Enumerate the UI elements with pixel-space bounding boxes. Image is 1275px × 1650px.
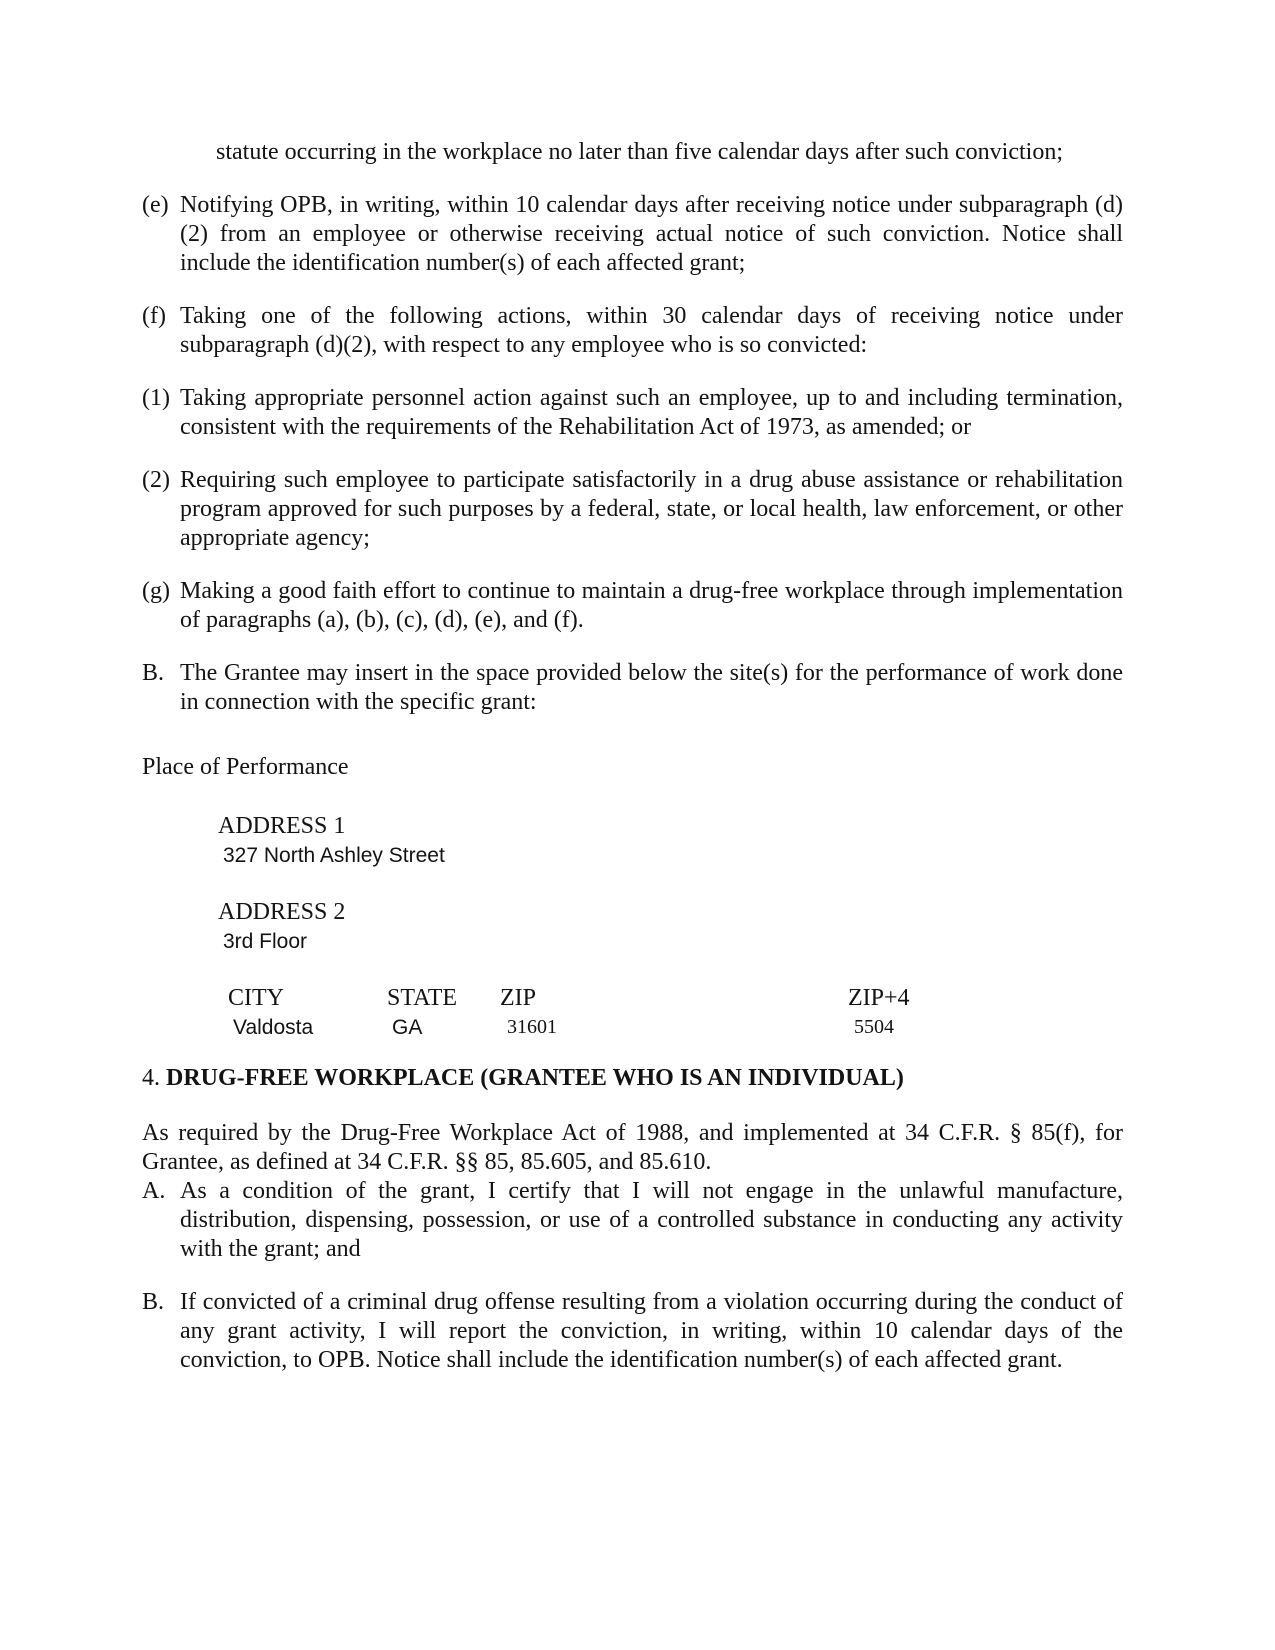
continuation-line: statute occurring in the workplace no later than five calendar days after such conviction; xyxy=(216,139,1063,165)
place-of-performance-heading: Place of Performance xyxy=(142,754,349,780)
list-item-text: Taking appropriate personnel action against such an employee, up to and including termination, consistent with the requirements of the Rehabilitation Act of 1973, as amended; or xyxy=(180,385,1123,440)
address1-block xyxy=(218,812,1123,870)
state-value: GA xyxy=(392,1016,423,1039)
list-item-text: Making a good faith effort to continue to maintain a drug-free workplace through implementation of paragraphs (a), (b), (c), (d), (e), and (f). xyxy=(180,578,1123,633)
list-item-text: Notifying OPB, in writing, within 10 calendar days after receiving notice under subparagraph (d)(2) from an employee or otherwise receiving actual notice of such conviction. Notice shall include the identification number(s) of each affected grant; xyxy=(180,192,1123,276)
city-state-zip-row xyxy=(142,984,1123,1042)
list-item-g xyxy=(142,577,1123,635)
section4-title: DRUG-FREE WORKPLACE (GRANTEE WHO IS AN INDIVIDUAL) xyxy=(166,1065,904,1091)
list-item-label: (f) xyxy=(142,303,166,329)
address2-value: 3rd Floor xyxy=(223,930,308,953)
address1-label: ADDRESS 1 xyxy=(218,813,346,839)
section4-number: 4. xyxy=(142,1065,160,1091)
list-item-text: If convicted of a criminal drug offense resulting from a violation occurring during the conduct of any grant activity, I will report the conviction, in writing, within 10 calendar days of the conviction, to OPB. Notice shall include the identification number(s) of each affected grant. xyxy=(180,1289,1123,1373)
address2-block xyxy=(218,898,1123,956)
list-item-label: (1) xyxy=(142,385,170,411)
zip4-label: ZIP+4 xyxy=(848,985,910,1011)
section4-item-a xyxy=(142,1177,1123,1264)
list-item-text: Requiring such employee to participate satisfactorily in a drug abuse assistance or rehabilitation program approved for such purposes by a federal, state, or local health, law enforcement, or other appropriate agency; xyxy=(180,467,1123,551)
list-item-e xyxy=(142,191,1123,278)
city-value: Valdosta xyxy=(233,1016,314,1039)
list-item-1 xyxy=(142,384,1123,442)
list-item-text: The Grantee may insert in the space provided below the site(s) for the performance of work done in connection with the specific grant: xyxy=(180,660,1123,715)
state-label: STATE xyxy=(387,985,458,1011)
address1-value: 327 North Ashley Street xyxy=(223,844,445,867)
section4-item-b xyxy=(142,1288,1123,1375)
list-item-label: B. xyxy=(142,1289,165,1315)
list-item-2 xyxy=(142,466,1123,553)
city-label: CITY xyxy=(228,985,284,1011)
list-item-label: B. xyxy=(142,660,165,686)
zip4-value: 5504 xyxy=(854,1016,894,1038)
address2-label: ADDRESS 2 xyxy=(218,899,346,925)
list-item-text: As a condition of the grant, I certify that I will not engage in the unlawful manufacture, distribution, dispensing, possession, or use of a controlled substance in conducting any activity with the grant; and xyxy=(180,1178,1123,1262)
zip-label: ZIP xyxy=(500,985,536,1011)
list-item-label: (g) xyxy=(142,578,170,604)
zip-value: 31601 xyxy=(507,1016,557,1038)
list-item-text: Taking one of the following actions, within 30 calendar days of receiving notice under subparagraph (d)(2), with respect to any employee who is so convicted: xyxy=(180,303,1123,358)
section4-intro: As required by the Drug-Free Workplace Act of 1988, and implemented at 34 C.F.R. § 85(f), for Grantee, as defined at 34 C.F.R. §§ 85, 85.605, and 85.610. xyxy=(142,1120,1123,1175)
list-item-label: A. xyxy=(142,1178,166,1204)
list-item-label: (2) xyxy=(142,467,170,493)
section4-heading xyxy=(142,1064,1123,1093)
list-item-label: (e) xyxy=(142,192,169,218)
list-item-site-b xyxy=(142,659,1123,717)
list-item-f xyxy=(142,302,1123,360)
